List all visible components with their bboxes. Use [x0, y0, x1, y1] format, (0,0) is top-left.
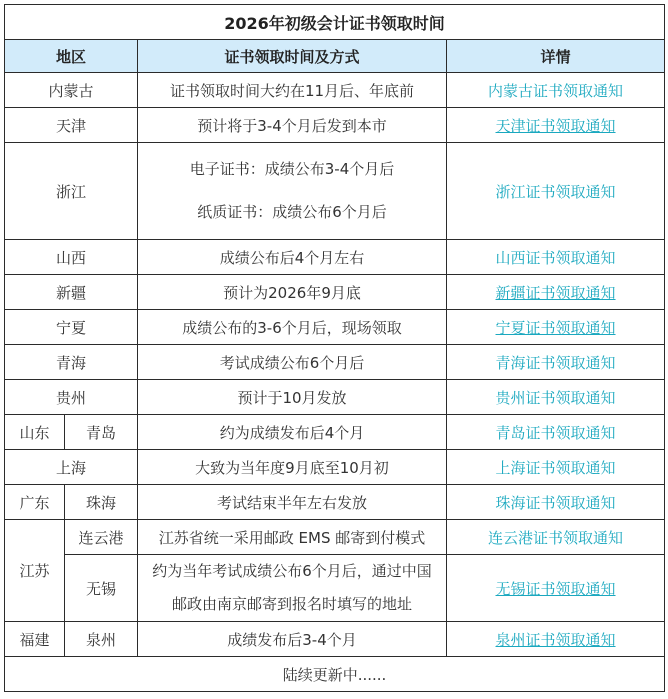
- detail-link[interactable]: 上海证书领取通知: [447, 450, 665, 485]
- time-line: 邮政由南京邮寄到报名时填写的地址: [171, 595, 412, 613]
- time-cell: 预计为2026年9月底: [138, 275, 447, 310]
- table-row: [5, 108, 665, 143]
- table-row: [5, 310, 665, 345]
- table-row: [5, 450, 665, 485]
- city-cell: 连云港: [65, 520, 138, 555]
- detail-link[interactable]: 浙江证书领取通知: [447, 143, 665, 240]
- time-cell: 考试成绩公布6个月后: [138, 345, 447, 380]
- region-cell: 上海: [5, 450, 138, 485]
- time-cell: 成绩公布后4个月左右: [138, 240, 447, 275]
- footer-note: 陆续更新中......: [5, 657, 665, 692]
- region-cell: 新疆: [5, 275, 138, 310]
- table-row: [5, 520, 665, 555]
- detail-link[interactable]: 泉州证书领取通知: [447, 622, 665, 657]
- region-cell: 浙江: [5, 143, 138, 240]
- time-cell: [138, 143, 447, 240]
- table-row: [5, 275, 665, 310]
- detail-link[interactable]: 宁夏证书领取通知: [447, 310, 665, 345]
- table-row: [5, 143, 665, 240]
- time-cell: 证书领取时间大约在11月后、年底前: [138, 73, 447, 108]
- certificate-table: [4, 4, 665, 692]
- time-cell: 约为成绩发布后4个月: [138, 415, 447, 450]
- time-line: 纸质证书：成绩公布6个月后: [197, 203, 387, 221]
- table-row: [5, 555, 665, 622]
- time-cell: 成绩发布后3-4个月: [138, 622, 447, 657]
- region-cell: 内蒙古: [5, 73, 138, 108]
- table-row: [5, 345, 665, 380]
- time-line: 约为当年考试成绩公布6个月后，通过中国: [152, 562, 432, 580]
- time-cell: 考试结束半年左右发放: [138, 485, 447, 520]
- detail-link[interactable]: 内蒙古证书领取通知: [447, 73, 665, 108]
- table-row: [5, 73, 665, 108]
- detail-link[interactable]: 贵州证书领取通知: [447, 380, 665, 415]
- detail-link[interactable]: 连云港证书领取通知: [447, 520, 665, 555]
- city-cell: 泉州: [65, 622, 138, 657]
- time-cell: 预计于10月发放: [138, 380, 447, 415]
- region-cell: 贵州: [5, 380, 138, 415]
- table-row: [5, 485, 665, 520]
- header-details: 详情: [447, 40, 665, 73]
- detail-link[interactable]: 新疆证书领取通知: [447, 275, 665, 310]
- detail-link[interactable]: 珠海证书领取通知: [447, 485, 665, 520]
- time-cell: 大致为当年度9月底至10月初: [138, 450, 447, 485]
- province-cell: 福建: [5, 622, 65, 657]
- time-line: 电子证书：成绩公布3-4个月后: [189, 160, 395, 178]
- detail-link[interactable]: 青海证书领取通知: [447, 345, 665, 380]
- header-time: 证书领取时间及方式: [138, 40, 447, 73]
- table-row: [5, 415, 665, 450]
- city-cell: 珠海: [65, 485, 138, 520]
- table-row: [5, 380, 665, 415]
- table-row: [5, 622, 665, 657]
- detail-link[interactable]: 无锡证书领取通知: [447, 555, 665, 622]
- region-cell: 山西: [5, 240, 138, 275]
- detail-link[interactable]: 天津证书领取通知: [447, 108, 665, 143]
- province-cell: 广东: [5, 485, 65, 520]
- region-cell: 宁夏: [5, 310, 138, 345]
- province-cell: 山东: [5, 415, 65, 450]
- city-cell: 青岛: [65, 415, 138, 450]
- time-cell: 预计将于3-4个月后发到本市: [138, 108, 447, 143]
- region-cell: 天津: [5, 108, 138, 143]
- detail-link[interactable]: 山西证书领取通知: [447, 240, 665, 275]
- time-cell: 成绩公布的3-6个月后，现场领取: [138, 310, 447, 345]
- detail-link[interactable]: 青岛证书领取通知: [447, 415, 665, 450]
- time-cell: 江苏省统一采用邮政 EMS 邮寄到付模式: [138, 520, 447, 555]
- province-cell: 江苏: [5, 520, 65, 622]
- table-row: [5, 240, 665, 275]
- table-title: 2026年初级会计证书领取时间: [5, 5, 665, 40]
- region-cell: 青海: [5, 345, 138, 380]
- header-region: 地区: [5, 40, 138, 73]
- city-cell: 无锡: [65, 555, 138, 622]
- time-cell: [138, 555, 447, 622]
